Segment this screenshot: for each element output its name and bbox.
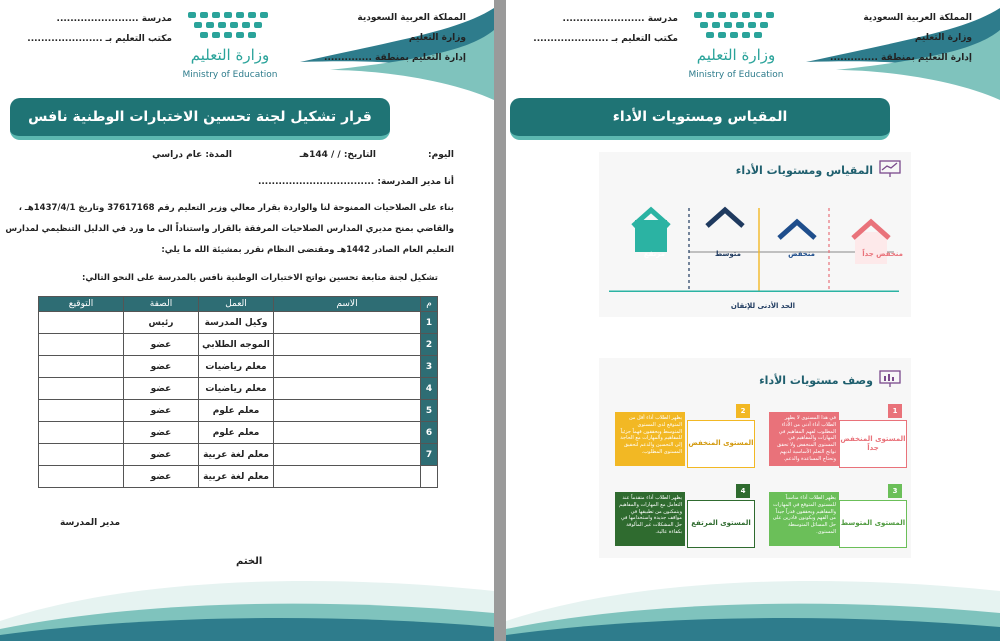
- scale-card: [599, 152, 911, 317]
- logo-english-text: Ministry of Education: [688, 70, 784, 80]
- office-label: مكتب التعليم بـ ......................: [27, 34, 172, 44]
- row-num: 5: [421, 400, 438, 422]
- col-header-sign: التوقيع: [39, 297, 124, 312]
- row-num: 7: [421, 444, 438, 466]
- row-name[interactable]: [274, 466, 421, 488]
- kingdom-label: المملكة العربية السعودية: [863, 13, 972, 23]
- logo-english-text: Ministry of Education: [182, 70, 278, 80]
- chart-presentation-icon: [879, 160, 901, 178]
- level-4-number: 4: [736, 484, 750, 498]
- level-label-medium: متوسط: [715, 250, 741, 258]
- table-row: [39, 444, 438, 466]
- row-job: معلم علوم: [199, 422, 274, 444]
- level-3-number: 3: [888, 484, 902, 498]
- committee-table: [38, 296, 438, 488]
- page-title: المقياس ومستويات الأداء: [510, 98, 890, 140]
- table-row: [39, 466, 438, 488]
- admin-label: إدارة التعليم بمنطقة ..............: [324, 53, 466, 63]
- decision-page: [0, 0, 494, 641]
- level-2-description: يظهر الطلاب أداء أقل من المتوقع لدى المستوى المتوسط ويحققون فهماً جزئياً للمفاهيم والمهارات مع الحاجة إلى التحسين والدعم لتحقيق المستوى المطلوب.: [615, 412, 685, 466]
- logo-arabic-text: وزارة التعليم: [190, 46, 270, 64]
- level-1-name: المستوى المنخفض جداً: [839, 420, 907, 468]
- row-role: عضو: [124, 422, 199, 444]
- ministry-label: وزارة التعليم: [408, 33, 466, 43]
- logo-arabic-text: وزارة التعليم: [696, 46, 776, 64]
- row-role: عضو: [124, 444, 199, 466]
- row-sign[interactable]: [39, 356, 124, 378]
- header-right-block: [316, 14, 466, 74]
- office-label: مكتب التعليم بـ ......................: [533, 34, 678, 44]
- level-3-description: يظهر الطلاب أداء مناسباً للمستوى المتوقع في المهارات والمفاهيم ويحققون قدراً جيداً من الفهم ويكونون قادرين على حل المسائل المتوسطة المستوى.: [769, 492, 839, 546]
- table-row: [39, 312, 438, 334]
- footer-wave: [506, 551, 1000, 641]
- decision-paragraph-3: التعليم العام الصادر 1442هـ ومقتضى النظام نقرر بمشيئة الله ما يلي:: [161, 245, 454, 255]
- row-name[interactable]: [274, 334, 421, 356]
- row-role: عضو: [124, 334, 199, 356]
- row-sign[interactable]: [39, 400, 124, 422]
- kingdom-label: المملكة العربية السعودية: [357, 13, 466, 23]
- level-very-low-marker: [849, 218, 893, 274]
- row-role: رئيس: [124, 312, 199, 334]
- row-job: معلم علوم: [199, 400, 274, 422]
- row-sign[interactable]: [39, 422, 124, 444]
- row-name[interactable]: [274, 444, 421, 466]
- level-2-name: المستوى المنخفض: [687, 420, 755, 468]
- level-label-low: منخفض: [788, 250, 815, 258]
- row-name[interactable]: [274, 378, 421, 400]
- row-sign[interactable]: [39, 444, 124, 466]
- table-row: [39, 400, 438, 422]
- ministry-logo: [676, 8, 796, 86]
- level-2-number: 2: [736, 404, 750, 418]
- level-label-high: مرتفع: [643, 250, 665, 258]
- page-title: قرار تشكيل لجنة تحسين الاختبارات الوطنية نافس: [10, 98, 390, 140]
- level-1-number: 1: [888, 404, 902, 418]
- col-header-role: الصفة: [124, 297, 199, 312]
- ministry-label: وزارة التعليم: [914, 33, 972, 43]
- row-num: 2: [421, 334, 438, 356]
- decision-paragraph-1: بناء على الصلاحيات الممنوحة لنا والواردة بقرار معالي وزير التعليم رقم 37617168 وتاريخ 1437/4/1هـ ،: [18, 203, 454, 213]
- school-label: مدرسة ........................: [562, 14, 678, 24]
- ministry-logo: [170, 8, 290, 86]
- footer-wave: [0, 551, 494, 641]
- day-label: اليوم:: [428, 150, 454, 160]
- row-name[interactable]: [274, 356, 421, 378]
- scale-heading: المقياس ومستويات الأداء: [735, 164, 873, 177]
- header-left-block: [22, 14, 172, 54]
- table-row: [39, 334, 438, 356]
- principal-line: أنا مدير المدرسة: ..................................: [257, 177, 454, 187]
- header-left-block: [528, 14, 678, 54]
- stamp-label: الختم: [236, 556, 263, 567]
- date-label: التاريخ: / / 144هـ: [299, 150, 376, 160]
- row-num: 4: [421, 378, 438, 400]
- presentation-board-icon: [879, 370, 901, 388]
- row-role: عضو: [124, 400, 199, 422]
- row-name[interactable]: [274, 422, 421, 444]
- row-job: وكيل المدرسة: [199, 312, 274, 334]
- logo-mark-icon: [170, 8, 290, 46]
- level-low-marker: [775, 218, 819, 274]
- formation-text: تشكيل لجنة متابعة تحسين نواتج الاختبارات الوطنية نافس بالمدرسة على النحو التالي:: [81, 273, 438, 283]
- admin-label: إدارة التعليم بمنطقة ..............: [830, 53, 972, 63]
- duration-label: المدة: عام دراسي: [152, 150, 232, 160]
- decision-paragraph-2: والقاضي بمنح مديري المدارس الصلاحيات المرفقة بالقرار واستناداً الى ما ورد في الدليل التنظيمي لمدارس: [5, 224, 454, 234]
- level-label-very-low: منخفض جداً: [862, 250, 903, 258]
- row-sign[interactable]: [39, 378, 124, 400]
- table-row: [39, 422, 438, 444]
- row-name[interactable]: [274, 400, 421, 422]
- row-num: 6: [421, 422, 438, 444]
- principal-signature-label: مدير المدرسة: [60, 518, 121, 528]
- logo-mark-icon: [676, 8, 796, 46]
- mastery-threshold-label: الحد الأدنى للإتقان: [730, 302, 795, 310]
- table-header-row: [39, 297, 438, 312]
- col-header-num: م: [421, 297, 438, 312]
- row-job: معلم رياضيات: [199, 356, 274, 378]
- table-row: [39, 356, 438, 378]
- row-sign[interactable]: [39, 334, 124, 356]
- row-sign[interactable]: [39, 312, 124, 334]
- school-label: مدرسة ........................: [56, 14, 172, 24]
- row-num: 1: [421, 312, 438, 334]
- row-role: عضو: [124, 378, 199, 400]
- performance-levels-page: [506, 0, 1000, 641]
- header-right-block: [822, 14, 972, 74]
- level-4-name: المستوى المرتفع: [687, 500, 755, 548]
- level-3-name: المستوى المتوسط: [839, 500, 907, 548]
- col-header-job: العمل: [199, 297, 274, 312]
- row-num: 3: [421, 356, 438, 378]
- row-role: عضو: [124, 466, 199, 488]
- level-1-description: في هذا المستوى لا يظهر الطلاب أداء أدنى من الأداء المطلوب لفهم المفاهيم في المهارات والمفاهيم في المستوى المنخفض ولا تحقق نواتج التعلم الأساسية لديهم وتحتاج المساعدة والدعم.: [769, 412, 839, 466]
- row-sign[interactable]: [39, 466, 124, 488]
- description-heading: وصف مستويات الأداء: [759, 374, 873, 387]
- levels-description-card: [599, 358, 911, 558]
- row-num: [421, 466, 438, 488]
- row-role: عضو: [124, 356, 199, 378]
- col-header-name: الاسم: [274, 297, 421, 312]
- row-job: الموجه الطلابي: [199, 334, 274, 356]
- table-row: [39, 378, 438, 400]
- row-job: معلم رياضيات: [199, 378, 274, 400]
- row-job: معلم لغة عربية: [199, 444, 274, 466]
- level-4-description: يظهر الطلاب أداء متقدماً عند التعامل مع المهارات والمفاهيم ويتمكنون من تطبيقها في مواقف جديدة واستخدامها في حل المشكلات غير المألوفة بكفاءة عالية.: [615, 492, 685, 546]
- row-job: معلم لغة عربية: [199, 466, 274, 488]
- row-name[interactable]: [274, 312, 421, 334]
